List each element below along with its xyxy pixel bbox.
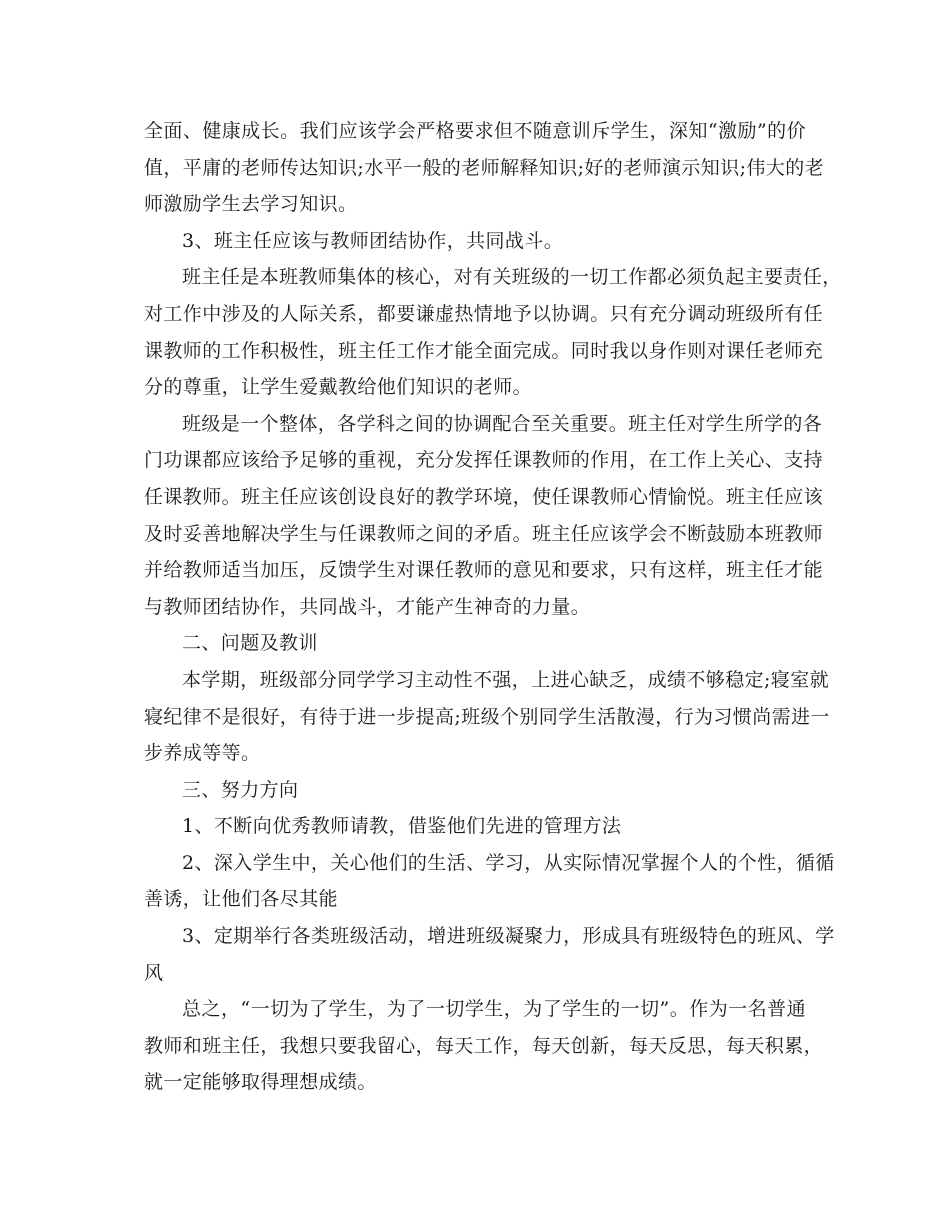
text-line: 门功课都应该给予足够的重视，充分发挥任课教师的作用，在工作上关心、支持 [144, 449, 824, 472]
text-line: 善诱，让他们各尽其能 [144, 888, 339, 911]
text-line: 班主任是本班教师集体的核心，对有关班级的一切工作都必须负起主要责任， [182, 266, 842, 289]
text-line: 三、努力方向 [182, 778, 299, 801]
text-line: 师激励学生去学习知识。 [144, 193, 358, 216]
text-line: 全面、健康成长。我们应该学会严格要求但不随意训斥学生，深知“激励”的价 [144, 120, 806, 142]
text-line: 教师和班主任，我想只要我留心，每天工作，每天创新，每天反思，每天积累， [144, 1034, 824, 1057]
text-line: 课教师的工作积极性，班主任工作才能全面完成。同时我以身作则对课任老师充 [144, 339, 824, 362]
text-line: 并给教师适当加压，反馈学生对课任教师的意见和要求，只有这样，班主任才能 [144, 559, 824, 582]
text-line: 班级是一个整体，各学科之间的协调配合至关重要。班主任对学生所学的各 [182, 412, 823, 435]
text-line: 就一定能够取得理想成绩。 [144, 1071, 377, 1094]
text-line: 步养成等等。 [144, 742, 261, 765]
text-line: 总之，“一切为了学生，为了一切学生，为了学生的一切”。作为一名普通 [182, 998, 806, 1021]
text-line: 分的尊重，让学生爱戴教给他们知识的老师。 [144, 376, 533, 399]
text-line: 及时妥善地解决学生与任课教师之间的矛盾。班主任应该学会不断鼓励本班教师 [144, 522, 824, 545]
text-line: 2、深入学生中，关心他们的生活、学习，从实际情况掌握个人的个性，循循 [182, 851, 835, 874]
text-line: 值，平庸的老师传达知识;水平一般的老师解释知识;好的老师演示知识;伟大的老 [144, 156, 825, 179]
text-line: 3、定期举行各类班级活动，增进班级凝聚力，形成具有班级特色的班风、学 [182, 925, 835, 948]
text-line: 1、不断向优秀教师请教，借鉴他们先进的管理方法 [182, 815, 622, 838]
text-line: 风 [144, 961, 164, 984]
text-line: 3、班主任应该与教师团结协作，共同战斗。 [182, 229, 564, 252]
text-line: 对工作中涉及的人际关系，都要谦虚热情地予以协调。只有充分调动班级所有任 [144, 302, 824, 325]
text-line: 二、问题及教训 [182, 632, 318, 655]
text-line: 任课教师。班主任应该创设良好的教学环境，使任课教师心情愉悦。班主任应该 [144, 485, 824, 508]
text-line: 与教师团结协作，共同战斗，才能产生神奇的力量。 [144, 595, 591, 618]
text-line: 寝纪律不是很好，有待于进一步提高;班级个别同学生活散漫，行为习惯尚需进一 [144, 705, 830, 728]
text-line: 本学期，班级部分同学学习主动性不强，上进心缺乏，成绩不够稳定;寝室就 [182, 668, 830, 691]
document-body [144, 113, 842, 1101]
